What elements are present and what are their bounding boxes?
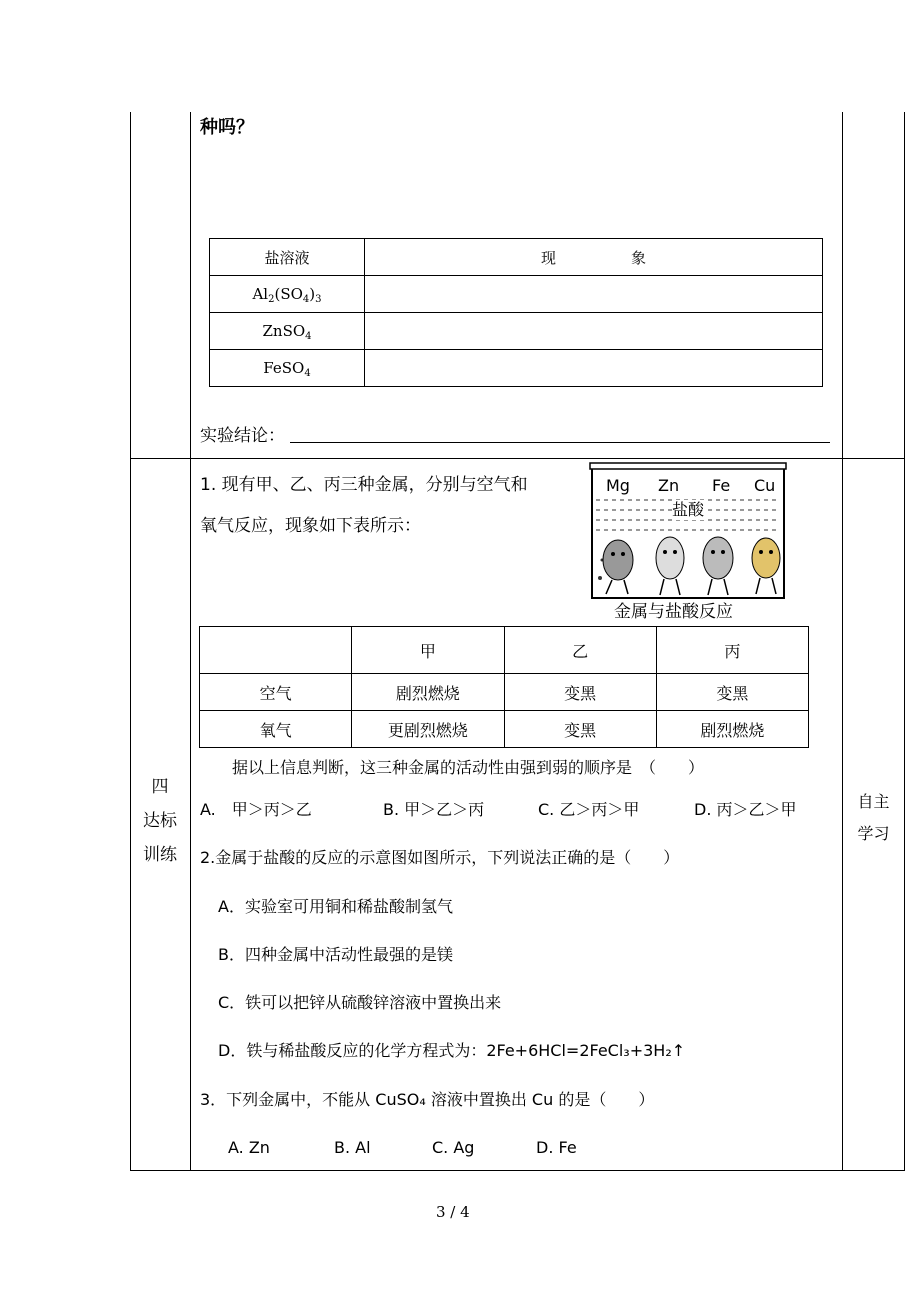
table-row	[200, 711, 809, 748]
side-note-line: 自主	[857, 792, 890, 811]
table-border-left	[130, 112, 131, 1171]
header-cell: 丙	[656, 627, 808, 674]
salt-cell: $Al_2(SO_4)_3$	[210, 276, 365, 313]
conclusion-blank-line	[290, 442, 830, 443]
table-cell: 变黑	[504, 711, 656, 748]
side-note	[843, 786, 904, 850]
phenomenon-cell	[365, 313, 823, 350]
salt-cell: ZnSO$_4$	[210, 313, 365, 350]
conclusion-label: 实验结论：	[200, 426, 285, 446]
table-cell: 更剧烈燃烧	[352, 711, 504, 748]
table-border-col1	[190, 112, 191, 1171]
row-label-oxygen: 氧气	[200, 711, 352, 748]
row-label-air: 空气	[200, 674, 352, 711]
q1-option-d: D. 丙＞乙＞甲	[694, 800, 797, 819]
table-row-divider	[130, 458, 905, 459]
table-row	[210, 276, 823, 313]
q2-option-b: B．四种金属中活动性最强的是镁	[218, 945, 453, 964]
q1-option-b: B. 甲＞乙＞丙	[383, 800, 485, 819]
q1-stem-line2: 氧气反应，现象如下表所示：	[200, 516, 421, 536]
salt-cell: FeSO$_4$	[210, 350, 365, 387]
q3-option-d: D. Fe	[536, 1138, 577, 1157]
acid-label: 盐酸	[672, 500, 705, 519]
metal-label-mg: Mg	[606, 476, 630, 495]
table-cell: 变黑	[656, 674, 808, 711]
q2-option-a: A．实验室可用铜和稀盐酸制氢气	[218, 897, 453, 916]
side-note-line: 学习	[857, 824, 890, 843]
section-label-line: 四	[151, 777, 169, 797]
q1-judge-text: 据以上信息判断，这三种金属的活动性由强到弱的顺序是 （ ）	[232, 758, 705, 777]
q3-option-b: B. Al	[334, 1138, 371, 1157]
q3-option-a: A. Zn	[228, 1138, 270, 1157]
header-cell: 甲	[352, 627, 504, 674]
section-label-line: 训练	[143, 845, 177, 865]
phenomenon-cell	[365, 276, 823, 313]
q2-stem: 2.金属于盐酸的反应的示意图如图所示，下列说法正确的是（ ）	[200, 848, 680, 867]
metal-label-fe: Fe	[712, 476, 731, 495]
table-border-right	[904, 112, 905, 1171]
q3-option-c: C. Ag	[432, 1138, 475, 1157]
table-row	[210, 239, 823, 276]
table-border-bottom	[130, 1170, 905, 1171]
figure-caption: 金属与盐酸反应	[614, 602, 733, 622]
table-row	[210, 350, 823, 387]
table-cell: 剧烈燃烧	[352, 674, 504, 711]
table-cell: 变黑	[504, 674, 656, 711]
header-cell: 乙	[504, 627, 656, 674]
metal-label-zn: Zn	[658, 476, 680, 495]
section-label-line: 达标	[143, 811, 177, 831]
table-row	[200, 674, 809, 711]
salt-header: 盐溶液	[210, 239, 365, 276]
header-cell	[200, 627, 352, 674]
q2-option-c: C．铁可以把锌从硫酸锌溶液中置换出来	[218, 993, 502, 1012]
section-label	[130, 770, 190, 872]
table-row	[200, 627, 809, 674]
metal-reaction-table	[199, 626, 809, 748]
metal-label-cu: Cu	[754, 476, 776, 495]
table-border-col2	[842, 112, 843, 1171]
table-row	[210, 313, 823, 350]
phenomenon-cell	[365, 350, 823, 387]
q1-option-c: C. 乙＞丙＞甲	[538, 800, 640, 819]
q3-stem: 3．下列金属中，不能从 CuSO₄ 溶液中置换出 Cu 的是（ ）	[200, 1090, 655, 1109]
phenomenon-header: 现 象	[365, 239, 823, 276]
continuation-text: 种吗？	[200, 117, 254, 138]
q1-stem-line1: 1. 现有甲、乙、丙三种金属，分别与空气和	[200, 475, 528, 495]
salt-solution-table	[209, 238, 823, 387]
q1-option-a: A. 甲＞丙＞乙	[200, 800, 312, 819]
table-cell: 剧烈燃烧	[656, 711, 808, 748]
metal-acid-figure	[588, 460, 798, 626]
q2-option-d: D．铁与稀盐酸反应的化学方程式为：2Fe+6HCl=2FeCl₃+3H₂↑	[218, 1041, 686, 1060]
page-number: 3 / 4	[436, 1203, 470, 1221]
